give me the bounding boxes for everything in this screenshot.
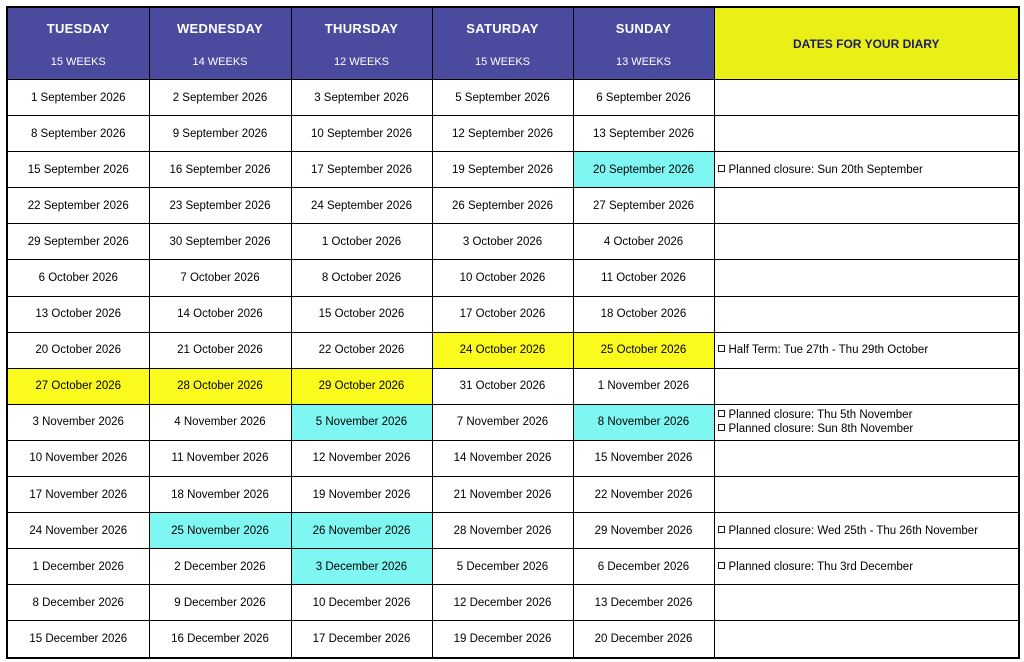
week-count: 15 WEEKS (50, 56, 106, 68)
diary-note (718, 408, 1019, 422)
date-cell: 15 October 2026 (291, 296, 432, 332)
date-cell: 28 October 2026 (149, 368, 291, 404)
date-cell: 15 November 2026 (573, 440, 714, 476)
table-row (7, 585, 1019, 621)
date-cell: 22 November 2026 (573, 477, 714, 513)
date-cell: 6 December 2026 (573, 549, 714, 585)
diary-cell (714, 513, 1019, 549)
date-cell: 2 September 2026 (149, 80, 291, 116)
date-cell: 17 October 2026 (432, 296, 573, 332)
day-name: TUESDAY (46, 21, 110, 36)
date-cell: 6 October 2026 (7, 260, 149, 296)
header-sunday (573, 7, 714, 80)
date-cell: 18 October 2026 (573, 296, 714, 332)
square-bullet-icon (718, 345, 725, 352)
date-cell: 17 November 2026 (7, 477, 149, 513)
diary-note (718, 560, 1019, 574)
date-cell: 11 November 2026 (149, 440, 291, 476)
date-cell: 3 September 2026 (291, 80, 432, 116)
square-bullet-icon (718, 526, 725, 533)
diary-cell (714, 621, 1019, 658)
diary-cell (714, 332, 1019, 368)
date-cell: 7 October 2026 (149, 260, 291, 296)
date-cell: 17 September 2026 (291, 152, 432, 188)
date-cell: 24 October 2026 (432, 332, 573, 368)
date-cell: 5 November 2026 (291, 404, 432, 440)
date-cell: 15 September 2026 (7, 152, 149, 188)
header-row (7, 7, 1019, 80)
header-thursday (291, 7, 432, 80)
date-cell: 15 December 2026 (7, 621, 149, 658)
date-cell: 29 October 2026 (291, 368, 432, 404)
diary-note-text: Planned closure: Thu 3rd December (728, 560, 914, 573)
diary-note-text: Planned closure: Wed 25th - Thu 26th November (728, 524, 979, 537)
date-cell: 10 October 2026 (432, 260, 573, 296)
date-cell: 9 September 2026 (149, 116, 291, 152)
diary-cell (714, 224, 1019, 260)
diary-cell (714, 368, 1019, 404)
diary-note (718, 343, 1019, 357)
date-cell: 3 November 2026 (7, 404, 149, 440)
table-row (7, 188, 1019, 224)
diary-cell (714, 477, 1019, 513)
date-cell: 12 December 2026 (432, 585, 573, 621)
date-cell: 22 October 2026 (291, 332, 432, 368)
date-cell: 21 November 2026 (432, 477, 573, 513)
date-cell: 25 November 2026 (149, 513, 291, 549)
diary-cell (714, 296, 1019, 332)
header-tuesday (7, 7, 149, 80)
date-cell: 18 November 2026 (149, 477, 291, 513)
date-cell: 6 September 2026 (573, 80, 714, 116)
diary-cell (714, 585, 1019, 621)
date-cell: 23 September 2026 (149, 188, 291, 224)
date-cell: 29 November 2026 (573, 513, 714, 549)
date-cell: 3 October 2026 (432, 224, 573, 260)
table-row (7, 549, 1019, 585)
table-row (7, 440, 1019, 476)
date-cell: 20 September 2026 (573, 152, 714, 188)
date-cell: 13 October 2026 (7, 296, 149, 332)
date-cell: 24 November 2026 (7, 513, 149, 549)
header-saturday (432, 7, 573, 80)
term-calendar (6, 6, 1018, 657)
date-cell: 19 November 2026 (291, 477, 432, 513)
date-cell: 13 December 2026 (573, 585, 714, 621)
date-cell: 8 October 2026 (291, 260, 432, 296)
date-cell: 26 September 2026 (432, 188, 573, 224)
table-row (7, 260, 1019, 296)
date-cell: 17 December 2026 (291, 621, 432, 658)
date-cell: 22 September 2026 (7, 188, 149, 224)
table-row (7, 116, 1019, 152)
table-row (7, 621, 1019, 658)
date-cell: 9 December 2026 (149, 585, 291, 621)
date-cell: 12 November 2026 (291, 440, 432, 476)
schedule-table (6, 6, 1020, 659)
week-count: 15 WEEKS (474, 56, 531, 68)
table-row (7, 513, 1019, 549)
week-count: 13 WEEKS (615, 56, 672, 68)
diary-note (718, 163, 1019, 177)
diary-cell (714, 188, 1019, 224)
date-cell: 8 November 2026 (573, 404, 714, 440)
day-name: SUNDAY (615, 21, 672, 36)
date-cell: 8 September 2026 (7, 116, 149, 152)
table-row (7, 80, 1019, 116)
date-cell: 21 October 2026 (149, 332, 291, 368)
diary-cell (714, 80, 1019, 116)
table-row (7, 296, 1019, 332)
date-cell: 14 November 2026 (432, 440, 573, 476)
diary-cell (714, 440, 1019, 476)
date-cell: 1 November 2026 (573, 368, 714, 404)
date-cell: 27 September 2026 (573, 188, 714, 224)
date-cell: 5 September 2026 (432, 80, 573, 116)
day-name: THURSDAY (324, 21, 399, 36)
date-cell: 26 November 2026 (291, 513, 432, 549)
header-wednesday (149, 7, 291, 80)
date-cell: 1 September 2026 (7, 80, 149, 116)
date-cell: 30 September 2026 (149, 224, 291, 260)
date-cell: 10 September 2026 (291, 116, 432, 152)
date-cell: 28 November 2026 (432, 513, 573, 549)
diary-note (718, 524, 1019, 538)
date-cell: 31 October 2026 (432, 368, 573, 404)
date-cell: 27 October 2026 (7, 368, 149, 404)
date-cell: 19 September 2026 (432, 152, 573, 188)
diary-note-text: Planned closure: Sun 8th November (728, 423, 914, 436)
week-count: 14 WEEKS (192, 56, 248, 68)
square-bullet-icon (718, 562, 725, 569)
square-bullet-icon (718, 165, 725, 172)
date-cell: 7 November 2026 (432, 404, 573, 440)
date-cell: 2 December 2026 (149, 549, 291, 585)
date-cell: 16 December 2026 (149, 621, 291, 658)
date-cell: 19 December 2026 (432, 621, 573, 658)
date-cell: 3 December 2026 (291, 549, 432, 585)
table-row (7, 332, 1019, 368)
date-cell: 5 December 2026 (432, 549, 573, 585)
date-cell: 24 September 2026 (291, 188, 432, 224)
date-cell: 1 December 2026 (7, 549, 149, 585)
diary-note (718, 422, 1019, 436)
diary-note-text: Planned closure: Sun 20th September (728, 163, 923, 176)
diary-note-text: Half Term: Tue 27th - Thu 29th October (728, 344, 929, 357)
date-cell: 14 October 2026 (149, 296, 291, 332)
diary-cell (714, 152, 1019, 188)
diary-cell (714, 260, 1019, 296)
table-row (7, 404, 1019, 440)
date-cell: 12 September 2026 (432, 116, 573, 152)
date-cell: 20 October 2026 (7, 332, 149, 368)
diary-cell (714, 404, 1019, 440)
table-row (7, 224, 1019, 260)
date-cell: 10 November 2026 (7, 440, 149, 476)
date-cell: 13 September 2026 (573, 116, 714, 152)
date-cell: 25 October 2026 (573, 332, 714, 368)
schedule-body (7, 80, 1019, 658)
date-cell: 20 December 2026 (573, 621, 714, 658)
header-dates-for-diary: DATES FOR YOUR DIARY (714, 7, 1019, 80)
table-row (7, 368, 1019, 404)
table-row (7, 477, 1019, 513)
square-bullet-icon (718, 424, 725, 431)
date-cell: 10 December 2026 (291, 585, 432, 621)
day-name: WEDNESDAY (176, 21, 263, 36)
diary-note-text: Planned closure: Thu 5th November (728, 409, 913, 422)
square-bullet-icon (718, 410, 725, 417)
date-cell: 4 November 2026 (149, 404, 291, 440)
diary-cell (714, 116, 1019, 152)
date-cell: 29 September 2026 (7, 224, 149, 260)
date-cell: 1 October 2026 (291, 224, 432, 260)
day-name: SATURDAY (466, 21, 539, 36)
table-row (7, 152, 1019, 188)
date-cell: 4 October 2026 (573, 224, 714, 260)
date-cell: 8 December 2026 (7, 585, 149, 621)
diary-cell (714, 549, 1019, 585)
week-count: 12 WEEKS (333, 56, 390, 68)
date-cell: 16 September 2026 (149, 152, 291, 188)
date-cell: 11 October 2026 (573, 260, 714, 296)
